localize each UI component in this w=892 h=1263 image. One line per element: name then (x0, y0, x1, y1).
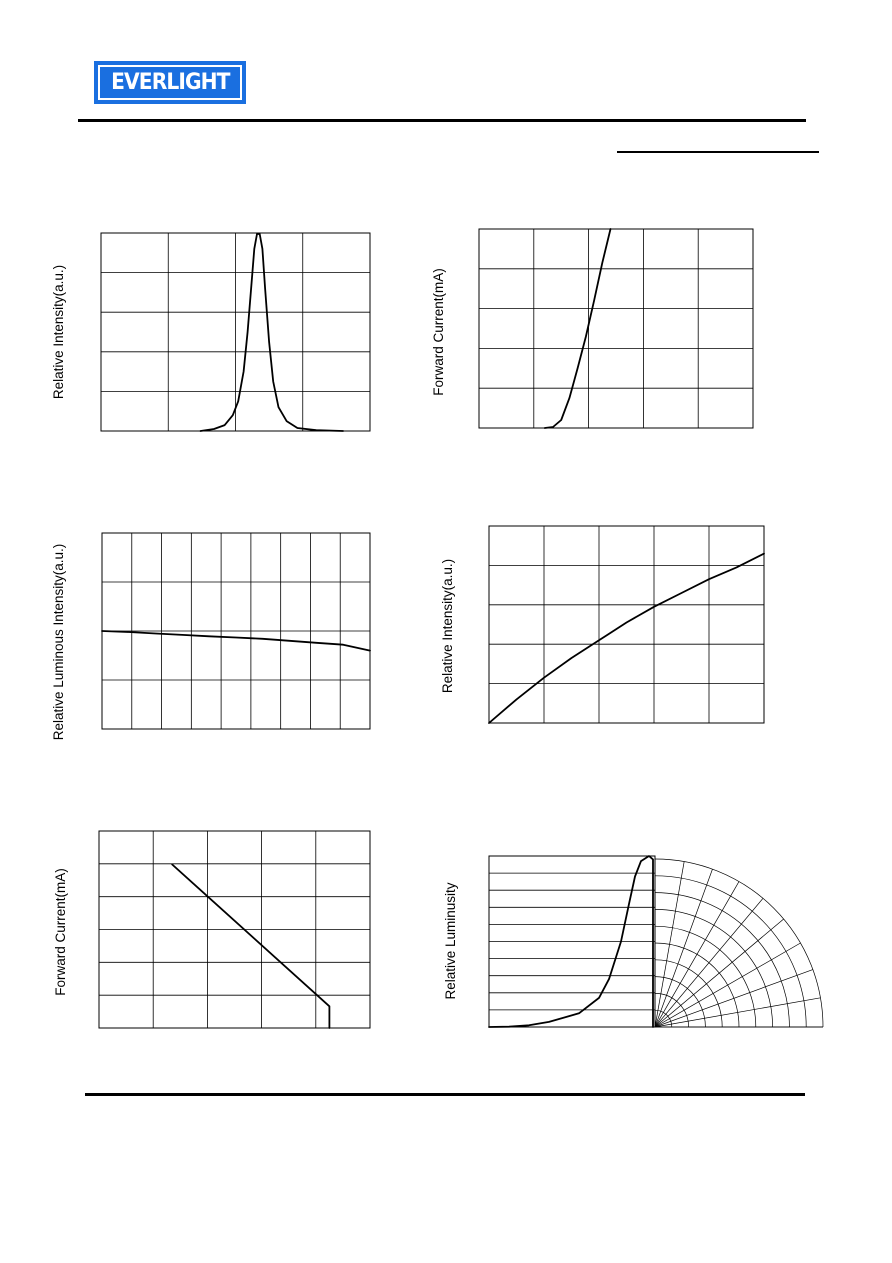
intensity-vs-current-ylabel: Relative Intensity(a.u.) (440, 558, 455, 694)
radiation-pattern-ylabel: Relative Luminusity (443, 882, 458, 1000)
intensity-vs-temp-ylabel: Relative Luminous Intensity(a.u.) (51, 543, 66, 741)
spectrum-ylabel: Relative Intensity(a.u.) (51, 264, 66, 400)
iv-curve-series-0 (545, 229, 611, 428)
iv-curve-ylabel: Forward Current(mA) (431, 268, 446, 396)
spectrum-series-0 (201, 234, 344, 431)
intensity-vs-current-series-0 (489, 554, 764, 723)
intensity-vs-temp-series-0 (102, 631, 370, 651)
current-derating-ylabel: Forward Current(mA) (53, 868, 68, 996)
intensity-vs-current-frame (489, 526, 764, 723)
iv-curve-frame (479, 229, 753, 428)
logo-text: EVERLIGHT (110, 70, 230, 95)
current-derating-series-0 (172, 865, 329, 1029)
